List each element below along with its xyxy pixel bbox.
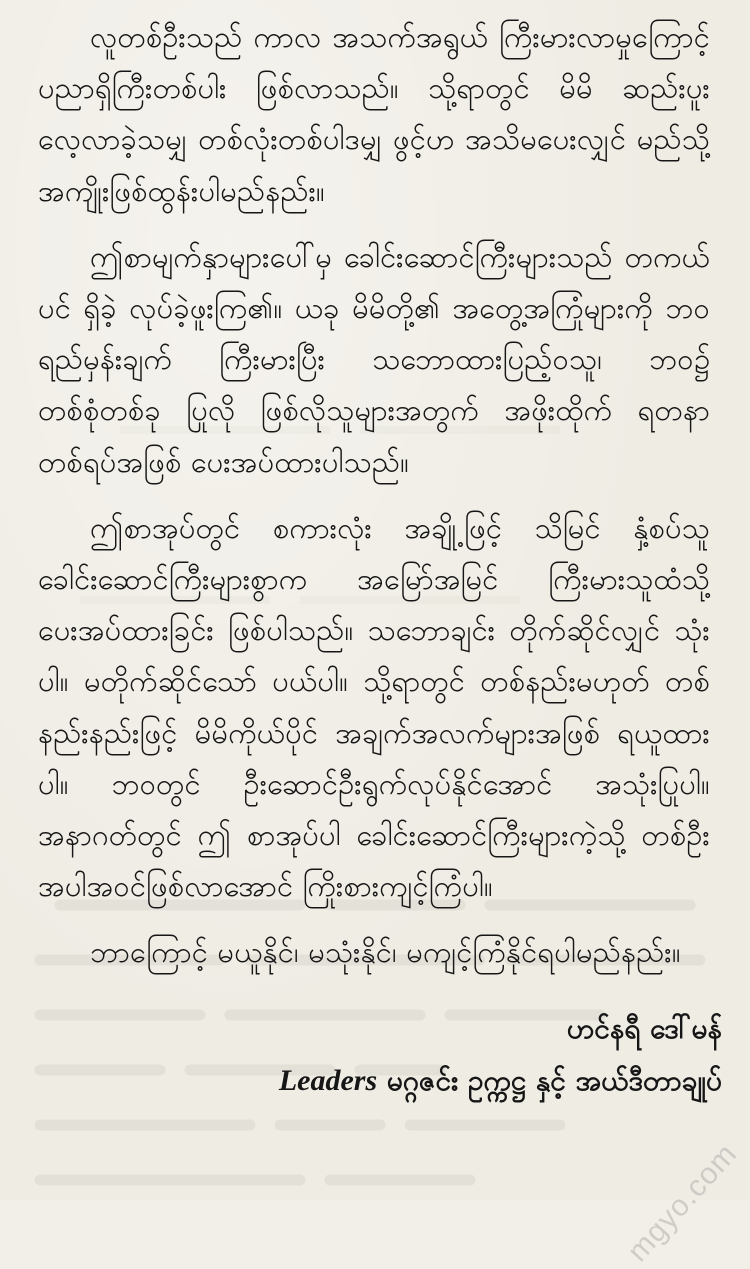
paragraph-2: ဤစာမျက်နှာများပေါ်မှ ခေါင်းဆောင်ကြီးများသည် တကယ်ပင် ရှိခဲ့ လုပ်ခဲ့ဖူးကြ၏။ ယခု မိမိတို့၏ အတွေ့အကြုံများကို ဘဝရည်မှန်းချက် ကြီးမားပြီး သဘောထားပြည့်ဝသူ၊ ဘဝ၌ တစ်စုံတစ်ခု ပြုလို ဖြစ်လိုသူများအတွက် အဖိုးထိုက် ရတနာတစ်ရပ်အဖြစ် ပေးအပ်ထားပါသည်။ [38, 239, 710, 479]
author-name: ဟင်နရီ ဒေါ်မန် [566, 1012, 722, 1045]
paragraph-3: ဤစာအုပ်တွင် စကားလုံး အချို့ဖြင့် သိမြင် နှံ့စပ်သူ ခေါင်းဆောင်ကြီးများစွာက အမြော်အမြင် ကြီးမားသူထံသို့ ပေးအပ်ထားခြင်း ဖြစ်ပါသည်။ သဘောချင်း တိုက်ဆိုင်လျှင် သုံးပါ။ မတိုက်ဆိုင်သော် ပယ်ပါ။ သို့ရာတွင် တစ်နည်းမဟုတ် တစ်နည်းနည်းဖြင့် မိမိကိုယ်ပိုင် အချက်အလက်များအဖြစ် ရယူထားပါ။ ဘဝတွင် ဦးဆောင်ဦးရွက်လုပ်နိုင်အောင် အသုံးပြုပါ။ အနာဂတ်တွင် ဤ စာအုပ်ပါ ခေါင်းဆောင်ကြီးများကဲ့သို့ တစ်ဦးအပါအဝင်ဖြစ်လာအောင် ကြိုးစားကျင့်ကြံပါ။ [38, 510, 710, 904]
author-position: မဂ္ဂဇင်း ဥက္ကဋ္ဌ နှင့် အယ်ဒီတာချုပ် [386, 1064, 722, 1097]
author-title [279, 1062, 722, 1104]
body-text [38, 12, 710, 979]
paragraph-1: လူတစ်ဦးသည် ကာလ အသက်အရွယ် ကြီးမားလာမှုကြောင့် ပညာရှိကြီးတစ်ပါး ဖြစ်လာသည်။ သို့ရာတွင် မိမိ ဆည်းပူး လေ့လာခဲ့သမျှ တစ်လုံးတစ်ပါဒမျှ ဖွင့်ဟ အသိမပေးလျှင် မည်သို့ အကျိုးဖြစ်ထွန်းပါမည်နည်း။ [38, 20, 710, 208]
watermark: mgyo.com [620, 1137, 744, 1269]
paragraph-4: ဘာကြောင့် မယူနိုင်၊ မသုံးနိုင်၊ မကျင့်ကြံနိုင်ရပါမည်နည်း။ [90, 935, 681, 970]
magazine-name: Leaders [278, 1064, 378, 1097]
